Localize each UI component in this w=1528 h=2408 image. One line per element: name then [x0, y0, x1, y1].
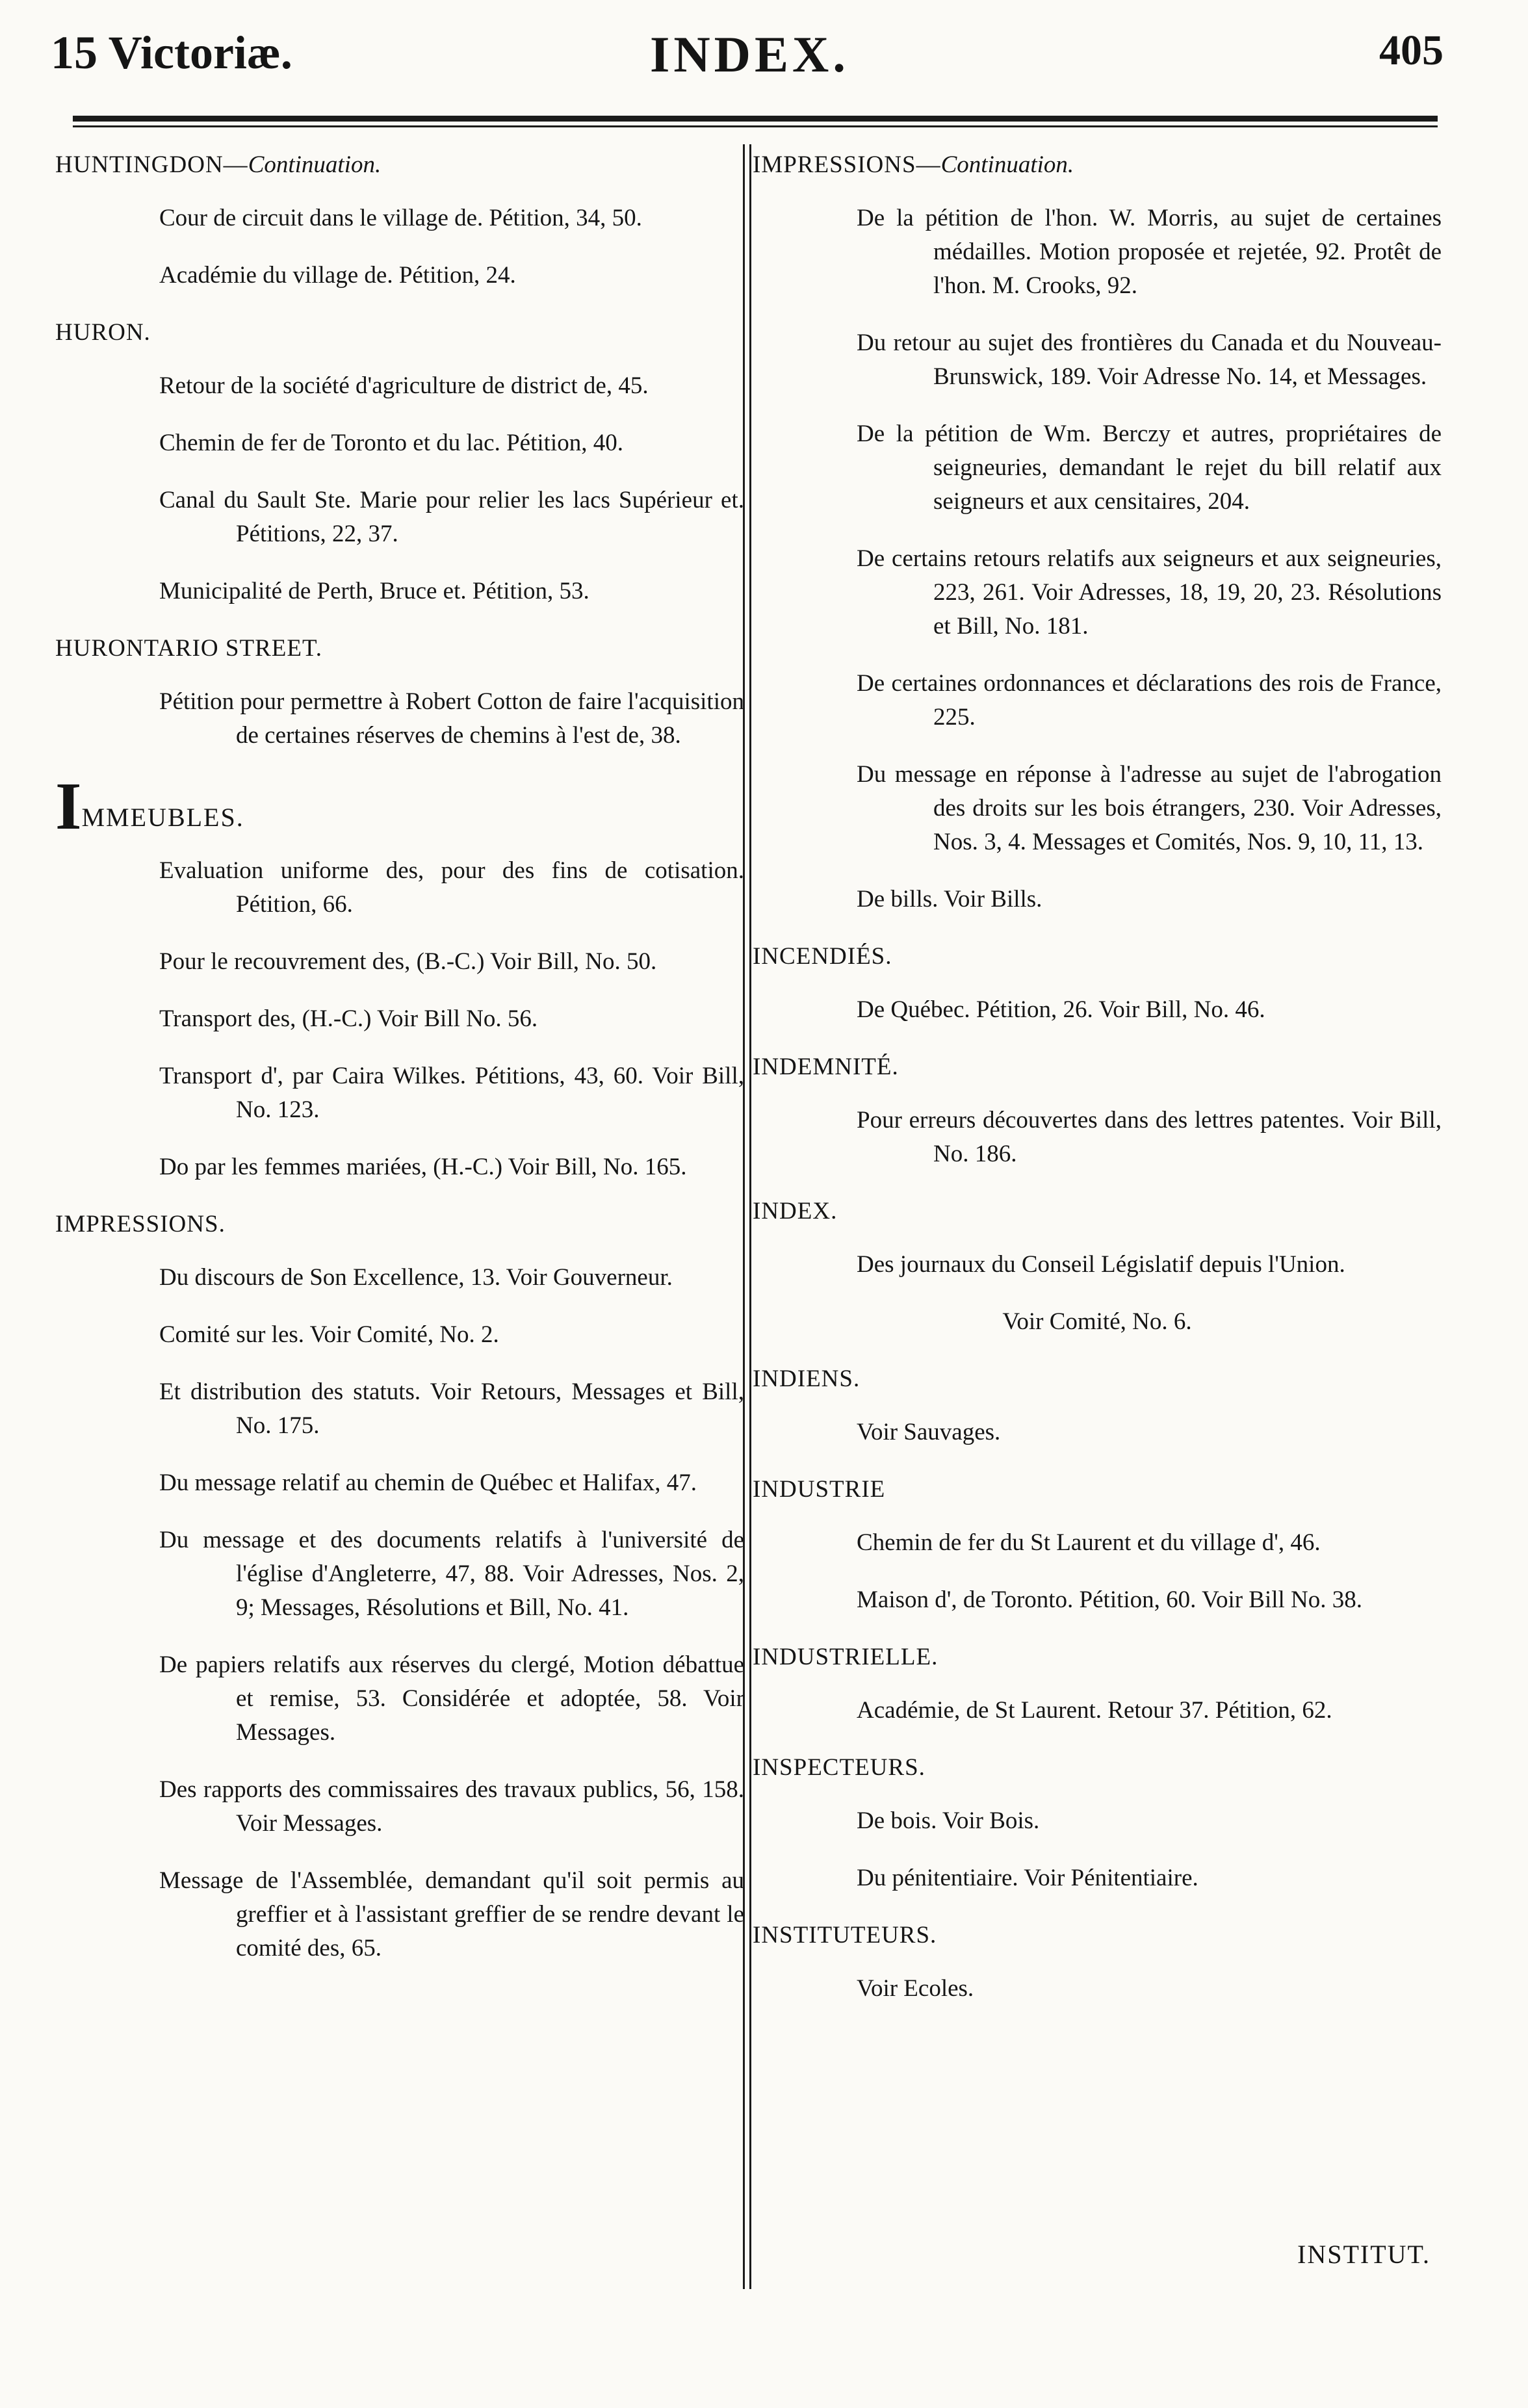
dropcap-heading-rest: MMEUBLES.	[81, 803, 244, 832]
index-entry: Du message en réponse à l'adresse au sujet de l'abrogation des droits sur les bois étrangers, 230. Voir Adresses, Nos. 3, 4. Messages et Comités, Nos. 9, 10, 11, 13.	[857, 761, 1442, 855]
index-entry: Pour le recouvrement des, (B.-C.) Voir Bill, No. 50.	[159, 948, 657, 975]
index-entry: Maison d', de Toronto. Pétition, 60. Voir Bill No. 38.	[857, 1586, 1363, 1613]
index-entry: Pour erreurs découvertes dans des lettres patentes. Voir Bill, No. 186.	[857, 1107, 1442, 1167]
index-entry: Du message et des documents relatifs à l'université de l'église d'Angleterre, 47, 88. Voir Adresses, Nos. 2, 9; Messages, Résolutions et Bill, No. 41.	[159, 1527, 744, 1621]
index-entry: Des rapports des commissaires des travaux publics, 56, 158. Voir Messages.	[159, 1776, 744, 1837]
section-heading: IMPRESSIONS.	[55, 1211, 226, 1237]
index-entry: Académie du village de. Pétition, 24.	[159, 262, 516, 289]
section-heading: INSTITUTEURS.	[753, 1922, 937, 1948]
index-entry: Chemin de fer du St Laurent et du village d', 46.	[857, 1529, 1321, 1556]
index-section	[753, 148, 1442, 916]
section-heading: INCENDIÉS.	[753, 943, 892, 970]
section-heading: HURON.	[55, 319, 151, 346]
index-entry: Message de l'Assemblée, demandant qu'il soit permis au greffier et à l'assistant greffier de se rendre devant le comité des, 65.	[159, 1867, 744, 1961]
index-section	[55, 769, 744, 1184]
section-heading: IMPRESSIONS—Continuation.	[753, 151, 1074, 178]
index-entry: De la pétition de Wm. Berczy et autres, propriétaires de seigneuries, demandant le rejet du bill relatif aux seigneurs et aux censitaires, 204.	[857, 421, 1442, 515]
left-column	[55, 142, 744, 1989]
index-entry: Voir Ecoles.	[857, 1975, 974, 2002]
section-heading: HUNTINGDON—Continuation.	[55, 151, 382, 178]
index-section	[753, 1473, 1442, 1617]
dropcap-letter: I	[55, 769, 82, 844]
section-heading: INDUSTRIE	[753, 1476, 886, 1503]
index-section	[753, 1751, 1442, 1895]
index-entry: Voir Sauvages.	[857, 1419, 1001, 1445]
index-section	[55, 148, 744, 292]
index-entry: Evaluation uniforme des, pour des fins de cotisation. Pétition, 66.	[159, 857, 744, 918]
index-entry: Chemin de fer de Toronto et du lac. Pétition, 40.	[159, 430, 623, 456]
header-rule-thin	[73, 125, 1438, 127]
index-entry: Do par les femmes mariées, (H.-C.) Voir Bill, No. 165.	[159, 1154, 687, 1180]
index-section	[55, 1208, 744, 1965]
index-section	[753, 1919, 1442, 2006]
index-entry: De Québec. Pétition, 26. Voir Bill, No. 46.	[857, 996, 1265, 1023]
index-section	[55, 632, 744, 753]
index-entry: Des journaux du Conseil Législatif depuis l'Union.	[857, 1251, 1345, 1278]
index-entry: Canal du Sault Ste. Marie pour relier les lacs Supérieur et. Pétitions, 22, 37.	[159, 487, 744, 547]
section-heading: INDEX.	[753, 1198, 838, 1224]
index-entry: De papiers relatifs aux réserves du clergé, Motion débattue et remise, 53. Considérée et adoptée, 58. Voir Messages.	[159, 1651, 744, 1746]
page-number: 405	[1379, 27, 1444, 74]
running-head-left: 15 Victoriæ.	[51, 27, 292, 79]
section-heading: INDIENS.	[753, 1366, 861, 1392]
catchword: INSTITUT.	[1297, 2240, 1431, 2269]
index-entry: Du retour au sujet des frontières du Canada et du Nouveau-Brunswick, 189. Voir Adresse No. 14, et Messages.	[857, 330, 1442, 390]
index-entry: De bois. Voir Bois.	[857, 1807, 1040, 1834]
section-heading: INDEMNITÉ.	[753, 1054, 899, 1080]
index-entry-see-also: Voir Comité, No. 6.	[1002, 1308, 1192, 1335]
index-entry: De la pétition de l'hon. W. Morris, au sujet de certaines médailles. Motion proposée et rejetée, 92. Protêt de l'hon. M. Crooks, 92.	[857, 205, 1442, 299]
index-entry: De bills. Voir Bills.	[857, 886, 1042, 913]
index-entry: Transport d', par Caira Wilkes. Pétitions, 43, 60. Voir Bill, No. 123.	[159, 1063, 744, 1123]
index-section	[753, 1050, 1442, 1171]
section-heading: INDUSTRIELLE.	[753, 1644, 939, 1670]
index-section	[753, 1362, 1442, 1449]
index-entry: De certaines ordonnances et déclarations des rois de France, 225.	[857, 670, 1442, 731]
section-heading: HURONTARIO STREET.	[55, 635, 323, 662]
index-entry: Retour de la société d'agriculture de district de, 45.	[159, 372, 649, 399]
header-rule-thick	[73, 116, 1438, 122]
section-heading: INSPECTEURS.	[753, 1754, 926, 1781]
running-head-title: INDEX.	[650, 26, 849, 83]
index-section	[55, 316, 744, 608]
index-section	[753, 1640, 1442, 1728]
index-entry: Comité sur les. Voir Comité, No. 2.	[159, 1321, 499, 1348]
index-entry: Et distribution des statuts. Voir Retours, Messages et Bill, No. 175.	[159, 1379, 744, 1439]
index-entry: Du discours de Son Excellence, 13. Voir Gouverneur.	[159, 1264, 673, 1291]
index-entry: Du message relatif au chemin de Québec et Halifax, 47.	[159, 1469, 697, 1496]
index-section	[753, 1195, 1442, 1339]
index-entry: Académie, de St Laurent. Retour 37. Pétition, 62.	[857, 1697, 1332, 1724]
index-entry: Pétition pour permettre à Robert Cotton de faire l'acquisition de certaines réserves de chemins à l'est de, 38.	[159, 688, 744, 749]
index-section	[753, 940, 1442, 1027]
section-heading-dropcap	[55, 769, 744, 844]
index-entry: Transport des, (H.-C.) Voir Bill No. 56.	[159, 1005, 538, 1032]
column-divider-right	[749, 144, 751, 2289]
index-entry: De certains retours relatifs aux seigneurs et aux seigneuries, 223, 261. Voir Adresses, 18, 19, 20, 23. Résolutions et Bill, No. 181.	[857, 545, 1442, 640]
right-column	[753, 142, 1442, 2029]
index-entry: Municipalité de Perth, Bruce et. Pétition, 53.	[159, 578, 589, 604]
index-entry: Du pénitentiaire. Voir Pénitentiaire.	[857, 1865, 1198, 1891]
index-entry: Cour de circuit dans le village de. Pétition, 34, 50.	[159, 205, 642, 231]
